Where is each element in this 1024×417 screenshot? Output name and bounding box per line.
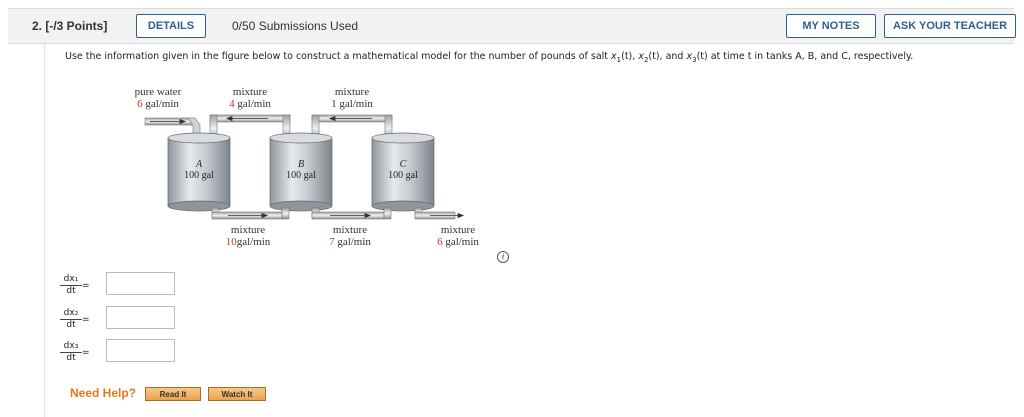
instructions-text: Use the information given in the figure below to construct a mathematical model for the number of pounds of salt $x_1(t)$, $x_2(t)$, and $x_3(t)$ at time t in tanks A, B, and C, respectively.	[65, 51, 914, 64]
tank-a-label: A 100 gal	[184, 159, 214, 181]
question-body	[44, 42, 1015, 417]
my-notes-button[interactable]: MY NOTES	[786, 14, 876, 38]
details-button[interactable]: DETAILS	[136, 14, 206, 38]
answer-input-x2[interactable]	[106, 306, 175, 329]
label-mixture-a-to-b: mixture 10gal/min	[225, 224, 271, 248]
ask-your-teacher-button[interactable]: ASK YOUR TEACHER	[884, 14, 1016, 38]
label-mixture-c-to-b: mixture 1 gal/min	[331, 86, 373, 110]
tank-b-label: B 100 gal	[286, 159, 316, 181]
submissions-used: 0/50 Submissions Used	[232, 19, 359, 33]
label-pure-water: pure water 6 gal/min	[134, 86, 182, 110]
need-help-label: Need Help?	[70, 386, 137, 400]
tank-c-label: C 100 gal	[388, 159, 418, 181]
answer-input-x3[interactable]	[106, 339, 175, 362]
label-mixture-b-to-c: mixture 7 gal/min	[329, 224, 371, 248]
derivative-dx3-dt: $\frac{\text{dx₃}}{dt}$	[60, 341, 82, 363]
info-icon[interactable]: i	[497, 251, 509, 263]
watch-it-button[interactable]: Watch It	[208, 387, 266, 401]
label-mixture-outflow: mixture 6 gal/min	[437, 224, 479, 248]
answer-input-x1[interactable]	[106, 272, 175, 295]
question-header	[8, 8, 1014, 44]
derivative-dx1-dt: $\frac{\text{dx₁}}{dt}$	[60, 274, 82, 296]
derivative-dx2-dt: $\frac{\text{dx₂}}{dt}$	[60, 308, 82, 330]
question-number: 2. [-/3 Points]	[32, 19, 108, 33]
label-mixture-b-to-a: mixture 4 gal/min	[229, 86, 271, 110]
read-it-button[interactable]: Read It	[145, 387, 201, 401]
